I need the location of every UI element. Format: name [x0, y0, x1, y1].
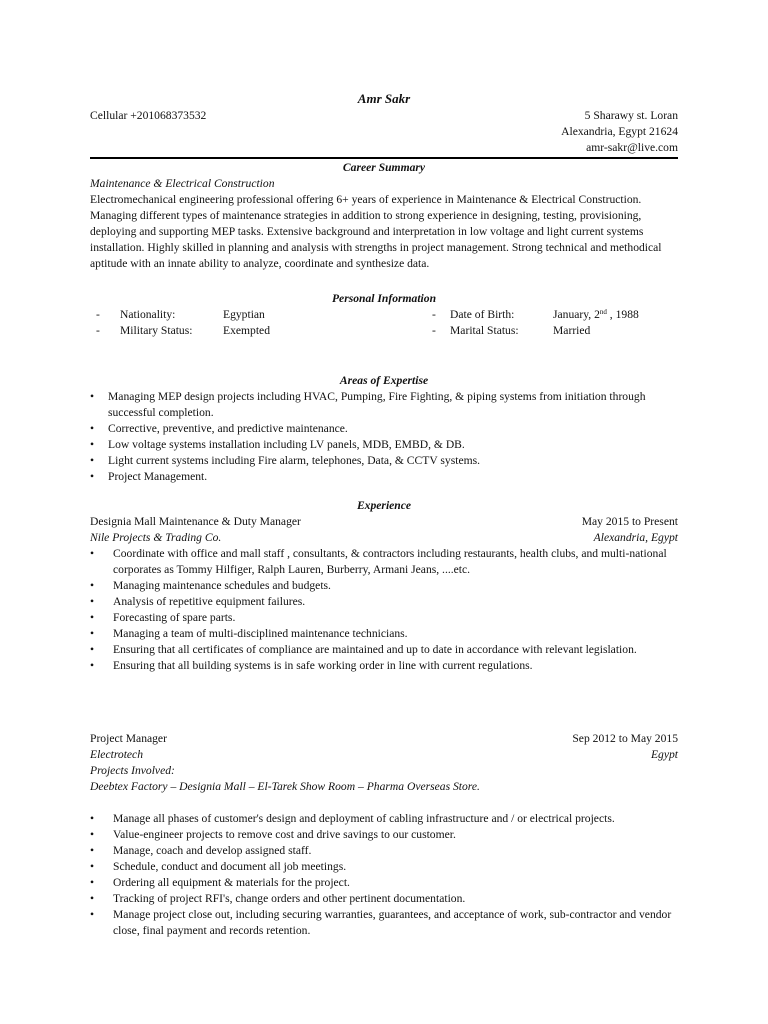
list-item: • Ensuring that all building systems is in safe working order in line with current regulations. [90, 658, 678, 674]
job-dates: May 2015 to Present [581, 515, 678, 528]
job-title: Designia Mall Maintenance & Duty Manager [90, 515, 301, 528]
job-2-duties [90, 811, 678, 939]
address-line-2: Alexandria, Egypt 21624 [561, 125, 678, 138]
candidate-name: Amr Sakr [357, 91, 411, 106]
list-item: • Manage all phases of customer's design and deployment of cabling infrastructure and / or electrical projects. [90, 811, 678, 827]
job-1-duties [90, 546, 678, 674]
list-item: • Managing maintenance schedules and budgets. [90, 578, 678, 594]
list-dash: - [432, 308, 436, 321]
job-company: Nile Projects & Trading Co. [90, 531, 222, 544]
nationality-label: Nationality: [120, 308, 176, 321]
email-address: amr-sakr@live.com [586, 141, 678, 154]
cellular-number: Cellular +201068373532 [90, 109, 207, 122]
projects-label: Projects Involved: [90, 764, 175, 777]
contact-block [90, 108, 678, 156]
job-company: Electrotech [90, 748, 144, 761]
job-1-header [90, 514, 678, 546]
expertise-list [90, 389, 678, 485]
list-item: • Project Management. [90, 469, 678, 485]
list-item: • Manage, coach and develop assigned staff. [90, 843, 678, 859]
list-item: • Corrective, preventive, and predictive maintenance. [90, 421, 678, 437]
list-item: • Manage project close out, including securing warranties, guarantees, and acceptance of work, sub-contractor and vendor close, final payment and records retention. [90, 907, 678, 939]
expertise-heading: Areas of Expertise [339, 374, 429, 387]
dob-label: Date of Birth: [450, 308, 515, 321]
list-item: • Light current systems including Fire alarm, telephones, Data, & CCTV systems. [90, 453, 678, 469]
job-location: Alexandria, Egypt [593, 531, 678, 544]
career-summary-text: Electromechanical engineering professional offering 6+ years of experience in Maintenance & Electrical Construction. Managing different types of maintenance strategies in addition to strong experience in designing, testing, provisioning, deploying and supporting MEP tasks. Extensive background and interpretation in low voltage and light current systems installation. Highly skilled in planning and analysis with strengths in project management. Strong technical and methodical aptitude with an innate ability to analyze, coordinate and synthesize data. [90, 193, 662, 270]
list-item: • Analysis of repetitive equipment failures. [90, 594, 678, 610]
address-line-1: 5 Sharawy st. Loran [584, 109, 678, 122]
job-location: Egypt [650, 748, 678, 761]
job-title: Project Manager [90, 732, 167, 745]
personal-info-heading: Personal Information [331, 292, 437, 305]
career-summary-heading: Career Summary [342, 161, 426, 174]
nationality-value: Egyptian [223, 308, 265, 321]
experience-heading: Experience [356, 499, 412, 512]
job-dates: Sep 2012 to May 2015 [572, 732, 678, 745]
list-item: • Ensuring that all certificates of compliance are maintained and up to date in accordance with relevant legislation. [90, 642, 678, 658]
military-label: Military Status: [120, 324, 193, 337]
marital-value: Married [553, 324, 591, 337]
list-item: • Value-engineer projects to remove cost and drive savings to our customer. [90, 827, 678, 843]
list-item: • Tracking of project RFI's, change orders and other pertinent documentation. [90, 891, 678, 907]
marital-label: Marital Status: [450, 324, 519, 337]
military-value: Exempted [223, 324, 271, 337]
list-item: • Forecasting of spare parts. [90, 610, 678, 626]
header-divider [90, 157, 678, 159]
list-dash: - [96, 308, 100, 321]
job-2-header [90, 731, 678, 795]
list-item: • Ordering all equipment & materials for the project. [90, 875, 678, 891]
list-item: • Coordinate with office and mall staff , consultants, & contractors including restaurants, health clubs, and multi-national corporates as Tommy Hilfiger, Ralph Lauren, Burberry, Armani Jeans, ....etc. [90, 546, 678, 578]
list-dash: - [432, 324, 436, 337]
dob-value: January, 2nd , 1988 [553, 308, 639, 321]
list-item: • Managing MEP design projects including HVAC, Pumping, Fire Fighting, & piping systems from initiation through successful completion. [90, 389, 678, 421]
list-item: • Low voltage systems installation including LV panels, MDB, EMBD, & DB. [90, 437, 678, 453]
career-summary-subtitle: Maintenance & Electrical Construction [90, 177, 275, 190]
list-item: • Managing a team of multi-disciplined maintenance technicians. [90, 626, 678, 642]
personal-info-grid [90, 307, 678, 339]
projects-list: Deebtex Factory – Designia Mall – El-Tarek Show Room – Pharma Overseas Store. [90, 780, 480, 793]
list-item: • Schedule, conduct and document all job meetings. [90, 859, 678, 875]
list-dash: - [96, 324, 100, 337]
